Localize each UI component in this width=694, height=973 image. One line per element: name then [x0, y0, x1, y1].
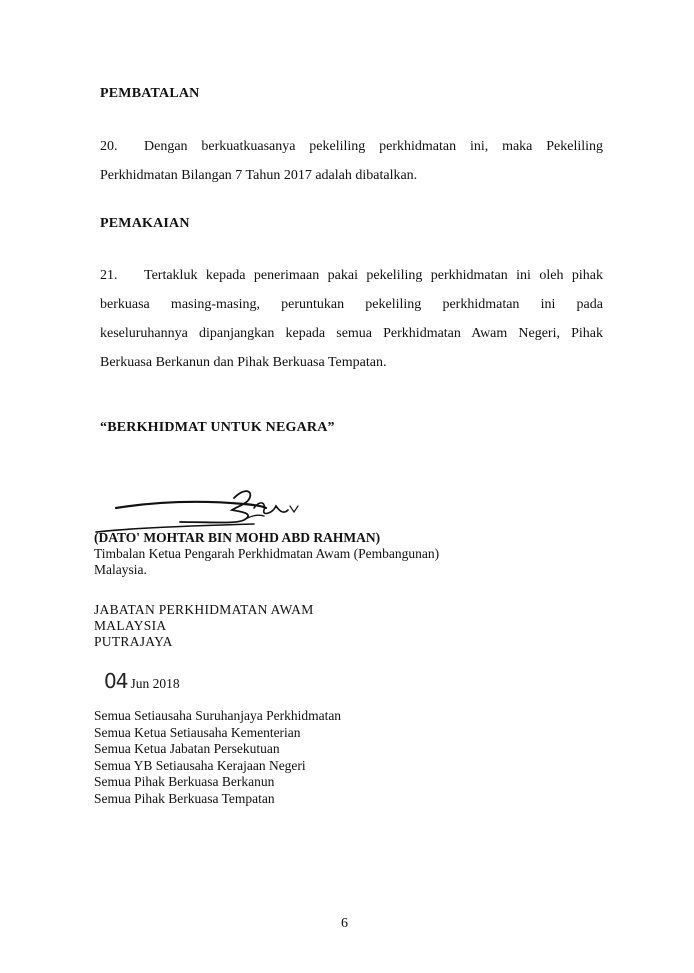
paragraph-number: 20. — [100, 139, 118, 154]
address-line: PUTRAJAYA — [94, 634, 173, 649]
paragraph-21 — [100, 261, 603, 377]
paragraph-number: 21. — [100, 268, 118, 283]
page-number: 6 — [341, 916, 348, 931]
signatory-title: Timbalan Ketua Pengarah Perkhidmatan Awam (Pembangunan) — [94, 546, 440, 561]
paragraph-line: Perkhidmatan Bilangan 7 Tahun 2017 adalah dibatalkan. — [100, 168, 418, 183]
address-block — [94, 602, 314, 650]
recipient-item: Semua Setiausaha Suruhanjaya Perkhidmatan — [94, 708, 342, 723]
paragraph-line: 21. Tertakluk kepada penerimaan pakai pekeliling perkhidmatan ini oleh pihak — [100, 261, 603, 290]
recipient-item: Semua Ketua Jabatan Persekutuan — [94, 741, 280, 756]
address-line: JABATAN PERKHIDMATAN AWAM — [94, 602, 314, 617]
signatory-block — [94, 530, 439, 578]
recipient-item: Semua YB Setiausaha Kerajaan Negeri — [94, 757, 306, 773]
address-line: MALAYSIA — [94, 618, 167, 633]
paragraph-line: 20. Dengan berkuatkuasanya pekeliling perkhidmatan ini, maka Pekeliling — [100, 132, 603, 161]
recipients-list — [94, 708, 341, 807]
date-month-year: Jun 2018 — [130, 676, 180, 691]
paragraph-line: keseluruhannya dipanjangkan kepada semua Perkhidmatan Awam Negeri, Pihak — [100, 326, 603, 341]
slogan: “BERKHIDMAT UNTUK NEGARA” — [100, 420, 335, 435]
recipient-item: Semua Pihak Berkuasa Tempatan — [94, 790, 275, 806]
recipient-item: Semua Ketua Setiausaha Kementerian — [94, 724, 301, 740]
signatory-name: (DATO' MOHTAR BIN MOHD ABD RAHMAN) — [94, 530, 381, 545]
signatory-country: Malaysia. — [94, 562, 147, 577]
paragraph-line: berkuasa masing-masing, peruntukan pekeliling perkhidmatan ini pada — [100, 297, 603, 312]
paragraph-20 — [100, 132, 603, 190]
section-heading-pemakaian: PEMAKAIAN — [100, 216, 190, 231]
date-day-handwritten: 04 — [104, 669, 128, 693]
document-date — [104, 669, 180, 693]
paragraph-line: Berkuasa Berkanun dan Pihak Berkuasa Tempatan. — [100, 355, 387, 370]
section-heading-pembatalan: PEMBATALAN — [100, 86, 200, 101]
recipient-item: Semua Pihak Berkuasa Berkanun — [94, 774, 275, 789]
